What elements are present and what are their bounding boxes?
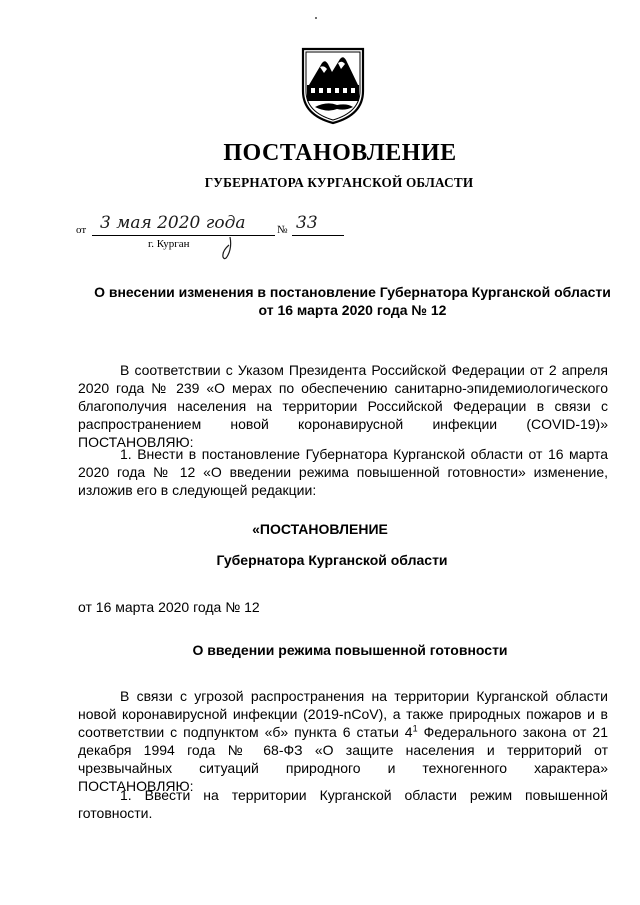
quoted-clause-1-paragraph: 1. Ввести на территории Курганской области режим повышенной готовности. — [78, 787, 608, 821]
quoted-preamble-paragraph — [78, 687, 608, 795]
preamble-text: В соответствии с Указом Президента Российской Федерации от 2 апреля 2020 года № 239 «О мерах по обеспечению санитарно-эпидемиологического благополучия населения на территории Российской Федерации в связи с распространением новой коронавирусной инфекции (COVID-19)» — [78, 362, 608, 432]
coat-of-arms-icon — [297, 45, 369, 125]
document-issuer: ГУБЕРНАТОРА КУРГАНСКОЙ ОБЛАСТИ — [204, 175, 474, 190]
preamble-paragraph — [78, 361, 608, 451]
clause-1-paragraph: 1. Внести в постановление Губернатора Курганской области от 16 марта 2020 года № 12 «О введении режима повышенной готовности» изменение, изложив его в следующей редакции: — [78, 446, 608, 498]
quoted-issuer: Губернатора Курганской области — [216, 552, 448, 568]
number-underline — [292, 235, 344, 236]
handwritten-number: 33 — [296, 213, 318, 233]
resolution-heading — [60, 283, 640, 319]
quoted-preamble-decree: ПОСТАНОВЛЯЮ: — [78, 778, 194, 794]
quoted-heading: О введении режима повышенной готовности — [192, 642, 508, 658]
handwriting-stroke-icon — [220, 237, 234, 263]
superscript-1: 1 — [412, 723, 418, 734]
quoted-date-line: от 16 марта 2020 года № 12 — [78, 599, 260, 615]
resolution-heading-line-1: О внесении изменения в постановление Губернатора Курганской области — [94, 284, 611, 300]
number-label: № — [277, 224, 288, 236]
preamble-decree: ПОСТАНОВЛЯЮ: — [78, 434, 194, 450]
resolution-heading-line-2: от 16 марта 2020 года № 12 — [258, 302, 447, 318]
date-underline — [92, 235, 275, 236]
city-label: г. Курган — [148, 238, 190, 250]
dateline — [70, 213, 370, 263]
date-prefix: от — [76, 224, 87, 236]
document-title: ПОСТАНОВЛЕНИЕ — [223, 140, 457, 166]
scan-speck — [315, 17, 317, 19]
quoted-title: «ПОСТАНОВЛЕНИЕ — [252, 521, 388, 537]
quoted-preamble-text-a: В связи с угрозой распространения на территории Курганской области новой коронавирусной инфекции (2019-nCoV), а также природных пожаров и в соответствии с подпунктом «б» пункта 6 статьи 4 — [78, 688, 608, 740]
quoted-preamble-text-b: Федерального закона от 21 декабря 1994 года № 68-ФЗ «О защите населения и территорий от чрезвычайных ситуаций природного и техногенного характера» — [78, 724, 608, 776]
handwritten-date: 3 мая 2020 года — [100, 213, 246, 233]
